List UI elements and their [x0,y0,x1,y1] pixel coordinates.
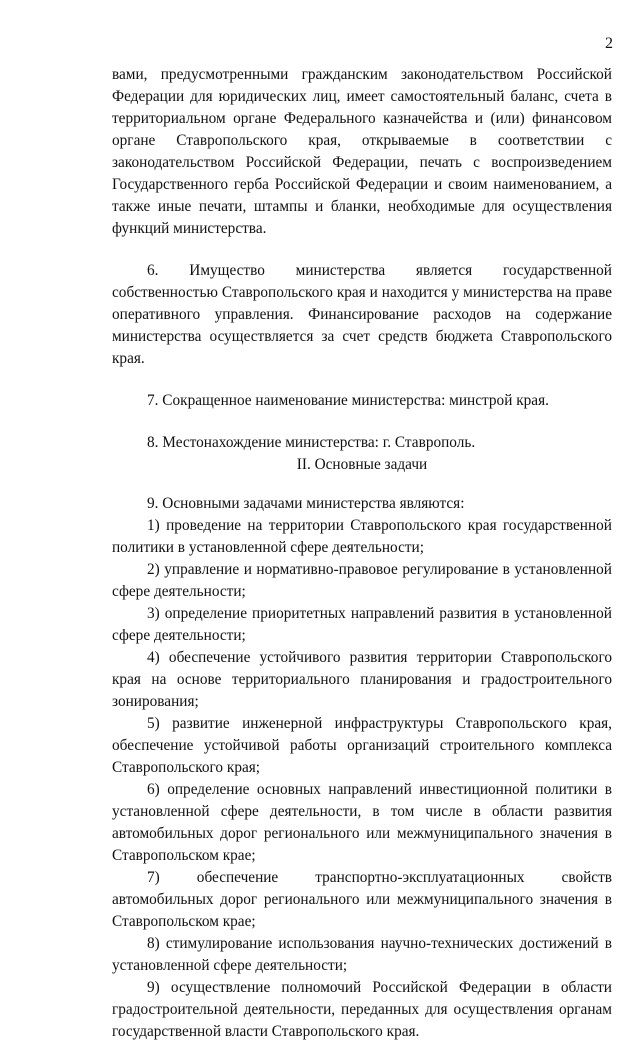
task-item: 8) стимулирование использования научно-технических достижений в установленной сфере деятельности; [112,935,612,974]
section-heading: II. Основные задачи [296,456,428,473]
task-item: 2) управление и нормативно-правовое регулирование в установленной сфере деятельности; [112,561,612,600]
document-body [112,64,612,1043]
tasks-intro: 9. Основными задачами министерства являются: [147,495,465,512]
paragraph-continuation: вами, предусмотренными гражданским законодательством Российской Федерации для юридических лиц, имеет самостоятельный баланс, счета в территориальном органе Федерального казначейства и (или) финансовом органе Ставропольского края, открываемые в соответствии с законодательством Российской Федерации, печать с воспроизведением Государственного герба Российской Федерации и своим наименованием, а также иные печати, штампы и бланки, необходимые для осуществления функций министерства. [112,66,612,237]
task-item: 3) определение приоритетных направлений развития в установленной сфере деятельности; [112,605,612,644]
task-list [112,515,612,1043]
paragraph-property: 6. Имущество министерства является государственной собственностью Ставропольского края и находится у министерства на праве оперативного управления. Финансирование расходов на содержание министерства осуществляется за счет средств бюджета Ставропольского края. [112,262,612,367]
task-item: 5) развитие инженерной инфраструктуры Ставропольского края, обеспечение устойчивой работы организаций строительного комплекса Ставропольского края; [112,715,612,776]
task-item: 9) осуществление полномочий Российской Федерации в области градостроительной деятельности, переданных для осуществления органам государственной власти Ставропольского края. [112,979,612,1040]
paragraph-location: 8. Местонахождение министерства: г. Ставрополь. [147,434,476,451]
task-item: 1) проведение на территории Ставропольского края государственной политики в установленной сфере деятельности; [112,517,612,556]
paragraph-short-name: 7. Сокращенное наименование министерства: минстрой края. [147,392,549,409]
task-item: 6) определение основных направлений инвестиционной политики в установленной сфере деятельности, в том числе в области развития автомобильных дорог регионального или межмуниципального значения в Ставропольском крае; [112,781,612,864]
task-item: 7) обеспечение транспортно-эксплуатационных свойств автомобильных дорог регионального или межмуниципального значения в Ставропольском крае; [112,869,612,930]
task-item: 4) обеспечение устойчивого развития территории Ставропольского края на основе территориального планирования и градостроительного зонирования; [112,649,612,710]
page-number: 2 [605,35,613,52]
